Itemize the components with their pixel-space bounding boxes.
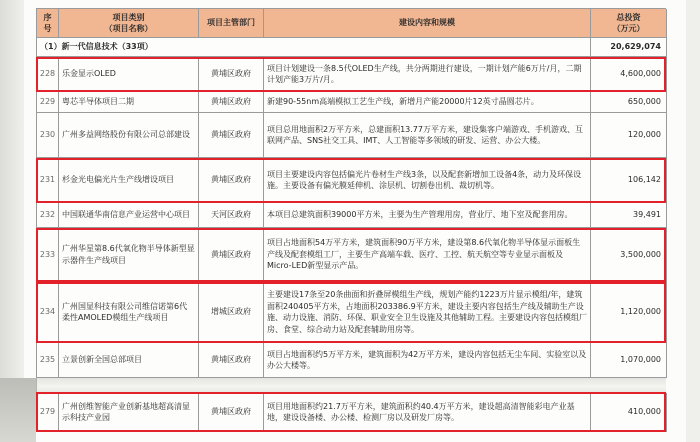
total-investment: 410,000 bbox=[591, 393, 667, 432]
header-category-line2: （项目名称） bbox=[104, 24, 153, 33]
header-index-label: 序号 bbox=[43, 12, 52, 33]
section-row bbox=[36, 38, 666, 57]
row-index: 235 bbox=[37, 343, 59, 378]
row-index: 234 bbox=[37, 282, 59, 343]
header-department-label: 项目主管部门 bbox=[207, 18, 255, 28]
department: 黄埔区政府 bbox=[199, 92, 264, 113]
total-investment: 3,500,000 bbox=[591, 228, 667, 282]
page-edge-shadow bbox=[0, 0, 24, 442]
construction-content: 项目计划建设一条8.5代OLED生产线，共分两期进行建设，一期计划产能6万片/月，二期计划产能3万片/月。 bbox=[264, 57, 591, 92]
project-name: 广州华星第8.6代氧化物半导体新型显示器件生产线项目 bbox=[59, 228, 199, 282]
construction-content: 项目主要建设内容包括偏光片卷材生产线3条，以及配套新增加工设备4条，动力及环保设施。主要设备有偏光膜延伸机、涂层机、切割卷出机、裁切机等。 bbox=[264, 158, 591, 203]
table-row bbox=[36, 282, 666, 343]
row-index: 228 bbox=[37, 57, 59, 92]
table-row bbox=[36, 343, 666, 378]
department: 天河区政府 bbox=[199, 203, 264, 228]
department: 黄埔区政府 bbox=[199, 228, 264, 282]
construction-content: 本项目总建筑面积39000平方米，主要为生产管理用房，营业厅、地下室及配套用房。 bbox=[264, 203, 591, 228]
table-row bbox=[36, 392, 666, 432]
row-index: 233 bbox=[37, 228, 59, 282]
header-category-line1: 项目类别 bbox=[112, 12, 145, 22]
header-index bbox=[37, 9, 59, 38]
table-header-row bbox=[36, 8, 666, 38]
department: 黄埔区政府 bbox=[199, 343, 264, 378]
row-index: 229 bbox=[37, 92, 59, 113]
total-investment: 120,000 bbox=[591, 113, 667, 158]
table-row bbox=[36, 158, 666, 203]
row-index: 279 bbox=[37, 393, 59, 432]
project-name: 广州国显科技有限公司维信诺第6代柔性AMOLED模组生产线项目 bbox=[59, 282, 199, 343]
row-index: 231 bbox=[37, 158, 59, 203]
table-row bbox=[36, 113, 666, 158]
department: 黄埔区政府 bbox=[199, 113, 264, 158]
project-name: 乐金显示OLED bbox=[59, 57, 199, 92]
table-row bbox=[36, 228, 666, 282]
project-table bbox=[36, 8, 666, 432]
total-investment: 1,070,000 bbox=[591, 343, 667, 378]
total-investment: 39,491 bbox=[591, 203, 667, 228]
project-name: 中国联通华南信息产业运营中心项目 bbox=[59, 203, 199, 228]
construction-content: 主要建设17条至20条曲面和折叠屏模组生产线，规划产能约1223万片显示模组/年，建筑面积240405平方米，占地面积203386.9平方米，建设主要内容包括生产线及辅助生产设施、动力设施、消防、环保、职业安全卫生设施及其他辅助工程。主要建设内容包括模组厂房、食堂、综合动力站及配套辅助用房等。 bbox=[264, 282, 591, 343]
department: 黄埔区政府 bbox=[199, 158, 264, 203]
header-content bbox=[264, 9, 591, 38]
header-content-label: 建设内容和规模 bbox=[399, 18, 455, 28]
table-row bbox=[36, 203, 666, 228]
construction-content: 项目用地面积约21.7万平方米，建筑面积约40.4万平方米，建设超高清智能彩电产业基地，建设设备楼、办公楼、检测厂房以及研发厂房等。 bbox=[264, 393, 591, 432]
construction-content: 项目总用地面积2万平方米，总建面积13.77万平方米，建设集客户端游戏、手机游戏、互联网产品、SNS社交工具、IMT、人工智能等多领域的研发、运营、办公大楼。 bbox=[264, 113, 591, 158]
project-name: 杉金光电偏光片生产线增设项目 bbox=[59, 158, 199, 203]
total-investment: 106,142 bbox=[591, 158, 667, 203]
page-corner-shadow bbox=[0, 378, 36, 442]
project-name: 广州多益网络股份有限公司总部建设 bbox=[59, 113, 199, 158]
table-row bbox=[36, 92, 666, 113]
total-investment: 4,600,000 bbox=[591, 57, 667, 92]
row-index: 232 bbox=[37, 203, 59, 228]
header-investment-line2: （万元） bbox=[612, 24, 645, 33]
total-investment: 1,120,000 bbox=[591, 282, 667, 343]
row-index: 230 bbox=[37, 113, 59, 158]
header-investment-line1: 总投资 bbox=[616, 12, 641, 22]
department: 黄埔区政府 bbox=[199, 57, 264, 92]
department: 增城区政府 bbox=[199, 282, 264, 343]
construction-content: 项目占地面积约5万平方米，建筑面积为42万平方米，建设内容包括无尘车间、实验室以及办公大楼等。 bbox=[264, 343, 591, 378]
header-investment bbox=[591, 9, 667, 38]
section-total: 20,629,074 bbox=[591, 38, 667, 57]
section-title: （1）新一代信息技术（33项） bbox=[37, 38, 591, 57]
construction-content: 项目占地面积54万平方米，建筑面积90万平方米，建设第8.6代氧化物半导体显示面板生产线及配套模组工厂，主要生产高端车载、医疗、工控、航天航空等专业显示面板及Micro-LED新型显示产品。 bbox=[264, 228, 591, 282]
header-category bbox=[59, 9, 199, 38]
table-row bbox=[36, 57, 666, 92]
project-name: 粤芯半导体项目二期 bbox=[59, 92, 199, 113]
header-department bbox=[199, 9, 264, 38]
project-name: 广州创维智能产业创新基地超高清显示科技产业园 bbox=[59, 393, 199, 432]
total-investment: 650,000 bbox=[591, 92, 667, 113]
construction-content: 新建90-55nm高端模拟工艺生产线，新增月产能20000片12英寸晶圆芯片。 bbox=[264, 92, 591, 113]
department: 黄埔区政府 bbox=[199, 393, 264, 432]
page-fold bbox=[36, 378, 666, 392]
project-name: 立景创新全国总部项目 bbox=[59, 343, 199, 378]
